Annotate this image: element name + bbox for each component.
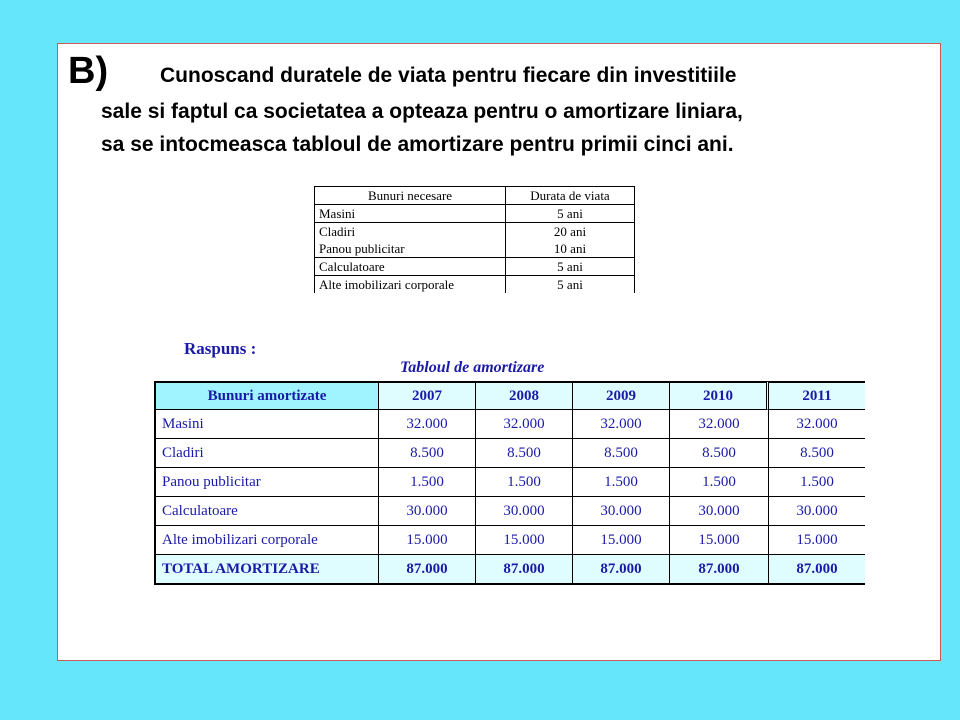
total-cell: 87.000	[769, 555, 865, 585]
amount-cell: 1.500	[769, 468, 865, 497]
amount-cell: 15.000	[476, 526, 573, 555]
durations-cell: Alte imobilizari corporale	[315, 276, 506, 294]
amount-cell: 8.500	[769, 439, 865, 468]
amount-cell: 32.000	[379, 410, 476, 439]
amount-cell: 30.000	[476, 497, 573, 526]
heading-line-1: Cunoscand duratele de viata pentru fiecare din investitiile	[160, 64, 737, 87]
durations-header-life: Durata de viata	[506, 187, 635, 205]
table-row	[154, 526, 865, 555]
amount-cell: 1.500	[379, 468, 476, 497]
amount-cell: 1.500	[573, 468, 670, 497]
durations-cell: 5 ani	[506, 205, 635, 223]
amount-cell: 15.000	[379, 526, 476, 555]
year-header: 2010	[670, 381, 769, 410]
table-row	[315, 258, 635, 276]
section-letter: B)	[68, 50, 109, 92]
amount-cell: 15.000	[670, 526, 769, 555]
total-cell: 87.000	[476, 555, 573, 585]
amortization-header-row	[154, 381, 865, 410]
amount-cell: 32.000	[476, 410, 573, 439]
total-cell: 87.000	[670, 555, 769, 585]
durations-cell: 10 ani	[506, 240, 635, 258]
table-row	[315, 205, 635, 223]
amortization-header-goods: Bunuri amortizate	[154, 381, 379, 410]
amount-cell: 30.000	[670, 497, 769, 526]
amortization-table	[154, 381, 865, 585]
durations-cell: Panou publicitar	[315, 240, 506, 258]
durations-table	[314, 186, 635, 293]
amount-cell: 8.500	[476, 439, 573, 468]
heading-line-3: sa se intocmeasca tabloul de amortizare pentru primii cinci ani.	[101, 133, 734, 156]
year-header: 2011	[769, 381, 865, 410]
amount-cell: 15.000	[573, 526, 670, 555]
durations-header-row	[315, 187, 635, 205]
amount-cell: 30.000	[573, 497, 670, 526]
heading-line-2: sale si faptul ca societatea a opteaza pentru o amortizare liniara,	[101, 100, 743, 123]
total-cell: 87.000	[573, 555, 670, 585]
table-row	[154, 410, 865, 439]
table-row	[154, 468, 865, 497]
asset-name: Panou publicitar	[154, 468, 379, 497]
table-row	[315, 240, 635, 258]
amount-cell: 1.500	[670, 468, 769, 497]
year-header: 2008	[476, 381, 573, 410]
amount-cell: 15.000	[769, 526, 865, 555]
amount-cell: 30.000	[379, 497, 476, 526]
amount-cell: 8.500	[670, 439, 769, 468]
durations-cell: 5 ani	[506, 258, 635, 276]
durations-cell: 5 ani	[506, 276, 635, 294]
table-row	[315, 276, 635, 294]
amount-cell: 8.500	[573, 439, 670, 468]
year-header: 2009	[573, 381, 670, 410]
asset-name: Alte imobilizari corporale	[154, 526, 379, 555]
durations-header-goods: Bunuri necesare	[315, 187, 506, 205]
durations-cell: Cladiri	[315, 223, 506, 241]
table-row	[154, 497, 865, 526]
amount-cell: 32.000	[573, 410, 670, 439]
asset-name: Cladiri	[154, 439, 379, 468]
amount-cell: 8.500	[379, 439, 476, 468]
asset-name: Masini	[154, 410, 379, 439]
table-row	[154, 439, 865, 468]
amount-cell: 32.000	[769, 410, 865, 439]
table-row	[315, 223, 635, 241]
answer-label: Raspuns :	[184, 339, 257, 358]
amount-cell: 30.000	[769, 497, 865, 526]
asset-name: Calculatoare	[154, 497, 379, 526]
amount-cell: 1.500	[476, 468, 573, 497]
durations-cell: Calculatoare	[315, 258, 506, 276]
total-label: TOTAL AMORTIZARE	[154, 555, 379, 585]
year-header: 2007	[379, 381, 476, 410]
amortization-table-title: Tabloul de amortizare	[400, 359, 545, 376]
total-row	[154, 555, 865, 585]
durations-cell: 20 ani	[506, 223, 635, 241]
amount-cell: 32.000	[670, 410, 769, 439]
durations-cell: Masini	[315, 205, 506, 223]
total-cell: 87.000	[379, 555, 476, 585]
